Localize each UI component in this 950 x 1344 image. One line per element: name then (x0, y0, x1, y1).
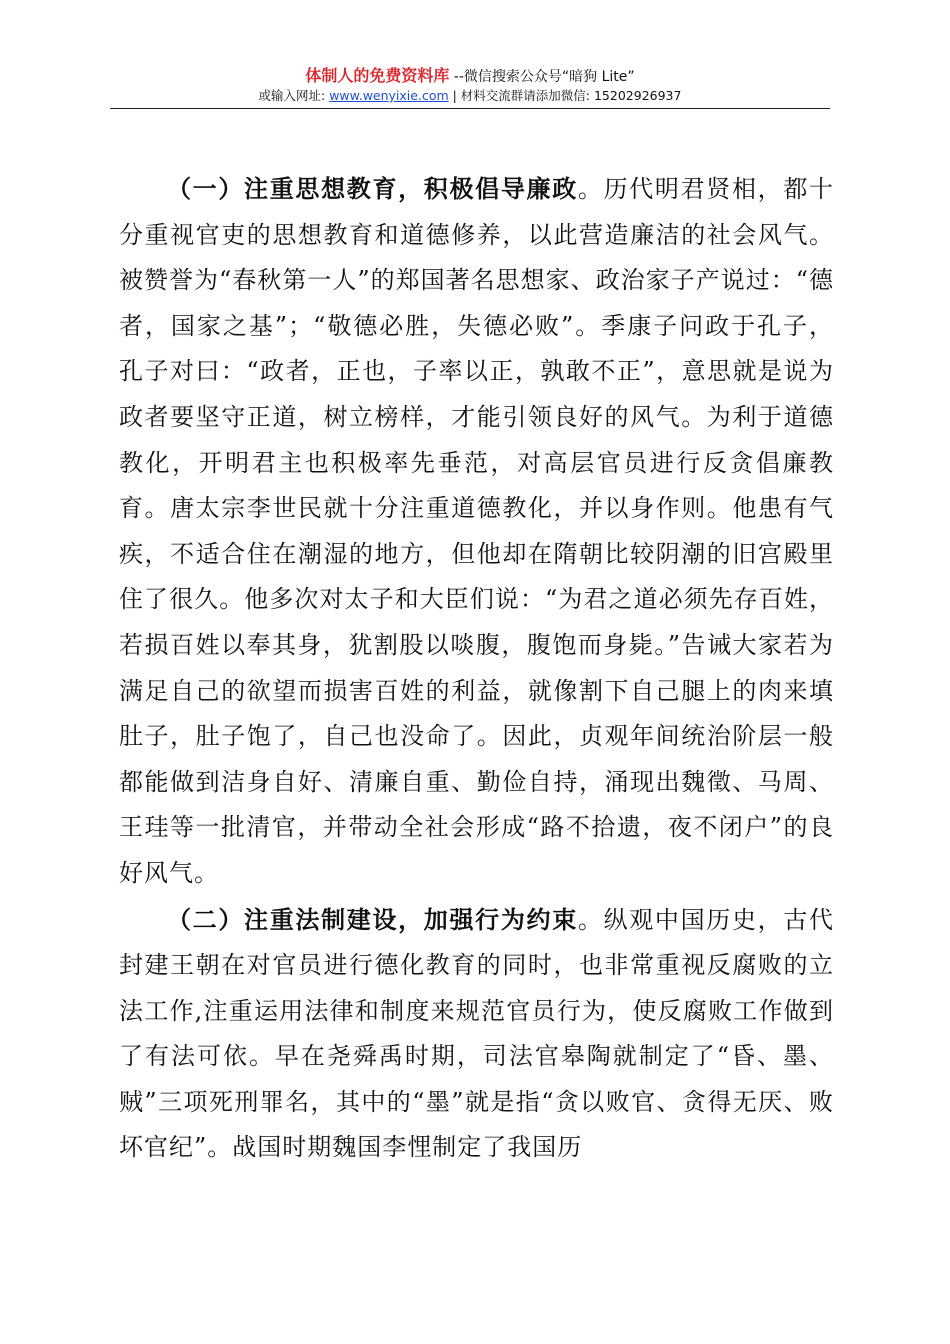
paragraph-heading: （一）注重思想教育，积极倡导廉政 (167, 174, 578, 203)
paragraph-heading: （二）注重法制建设，加强行为约束 (167, 904, 578, 934)
paragraph-text: 。历代明君贤相，都十分重视官吏的思想教育和道德修养，以此营造廉洁的社会风气。被赞誉为“春秋第一人”的郑国著名思想家、政治家子产说过：“德者，国家之基”；“敬德必胜，失德必败”。季康子问政于孔子， 孔子对曰：“政者，正也，子率以正，孰敢不正”，意思就是说为政者要坚守正道，树立榜样，才能引领良好的风气。为利于道德教化，开明君主也积极率先垂范，对高层官员进行反贪倡廉教育。唐太宗李世民就十分注重道德教化，并以身作则。他患有气疾，不适合住在潮湿的地方，但他却在隋朝比较阴潮的旧宫殿里住了很久。他多次对太子和大臣们说：“为君之道必须先存百姓，若损百姓以奉其身，犹割股以啖腹，腹饱而身毙。”告诫大家若为满足自己的欲望而损害百姓的利益，就像割下自己腿上的肉来填肚子，肚子饱了，自己也没命了。因此，贞观年间统治阶层一般都能做到洁身自好、清廉自重、勤俭自持，涌现出魏徵、马周、王珪等一批清官，并带动全社会形成“路不拾遗，夜不闭户”的良好风气。 (119, 175, 835, 887)
page-header (110, 66, 830, 105)
paragraph-legal-system (119, 897, 834, 1172)
url-prefix: 或输入网址: (258, 88, 330, 103)
contact-info: | 材料交流群请添加微信: 15202926937 (448, 88, 682, 103)
header-divider (110, 108, 830, 109)
paragraph-ideological-education (119, 166, 834, 897)
website-link[interactable]: www.wenyixie.com (329, 88, 449, 103)
paragraph-text: 。纵观中国历史，古代封建王朝在对官员进行德化教育的同时，也非常重视反腐败的立法工作,注重运用法律和制度来规范官员行为，使反腐败工作做到了有法可依。早在尧舜禹时期，司法官皋陶就制定了“昏、墨、贼”三项死刑罪名，其中的“墨”就是指“贪以败官、贪得无厌、败坏官纪”。战国时期魏国李悝制定了我国历 (119, 905, 835, 1162)
brand-title: 体制人的免费资料库 (305, 66, 450, 85)
header-brand-line (110, 66, 830, 87)
document-body (119, 166, 834, 1171)
header-contact-line (110, 87, 830, 105)
header-tagline: --微信搜索公众号“暗狗 Lite” (449, 69, 635, 85)
